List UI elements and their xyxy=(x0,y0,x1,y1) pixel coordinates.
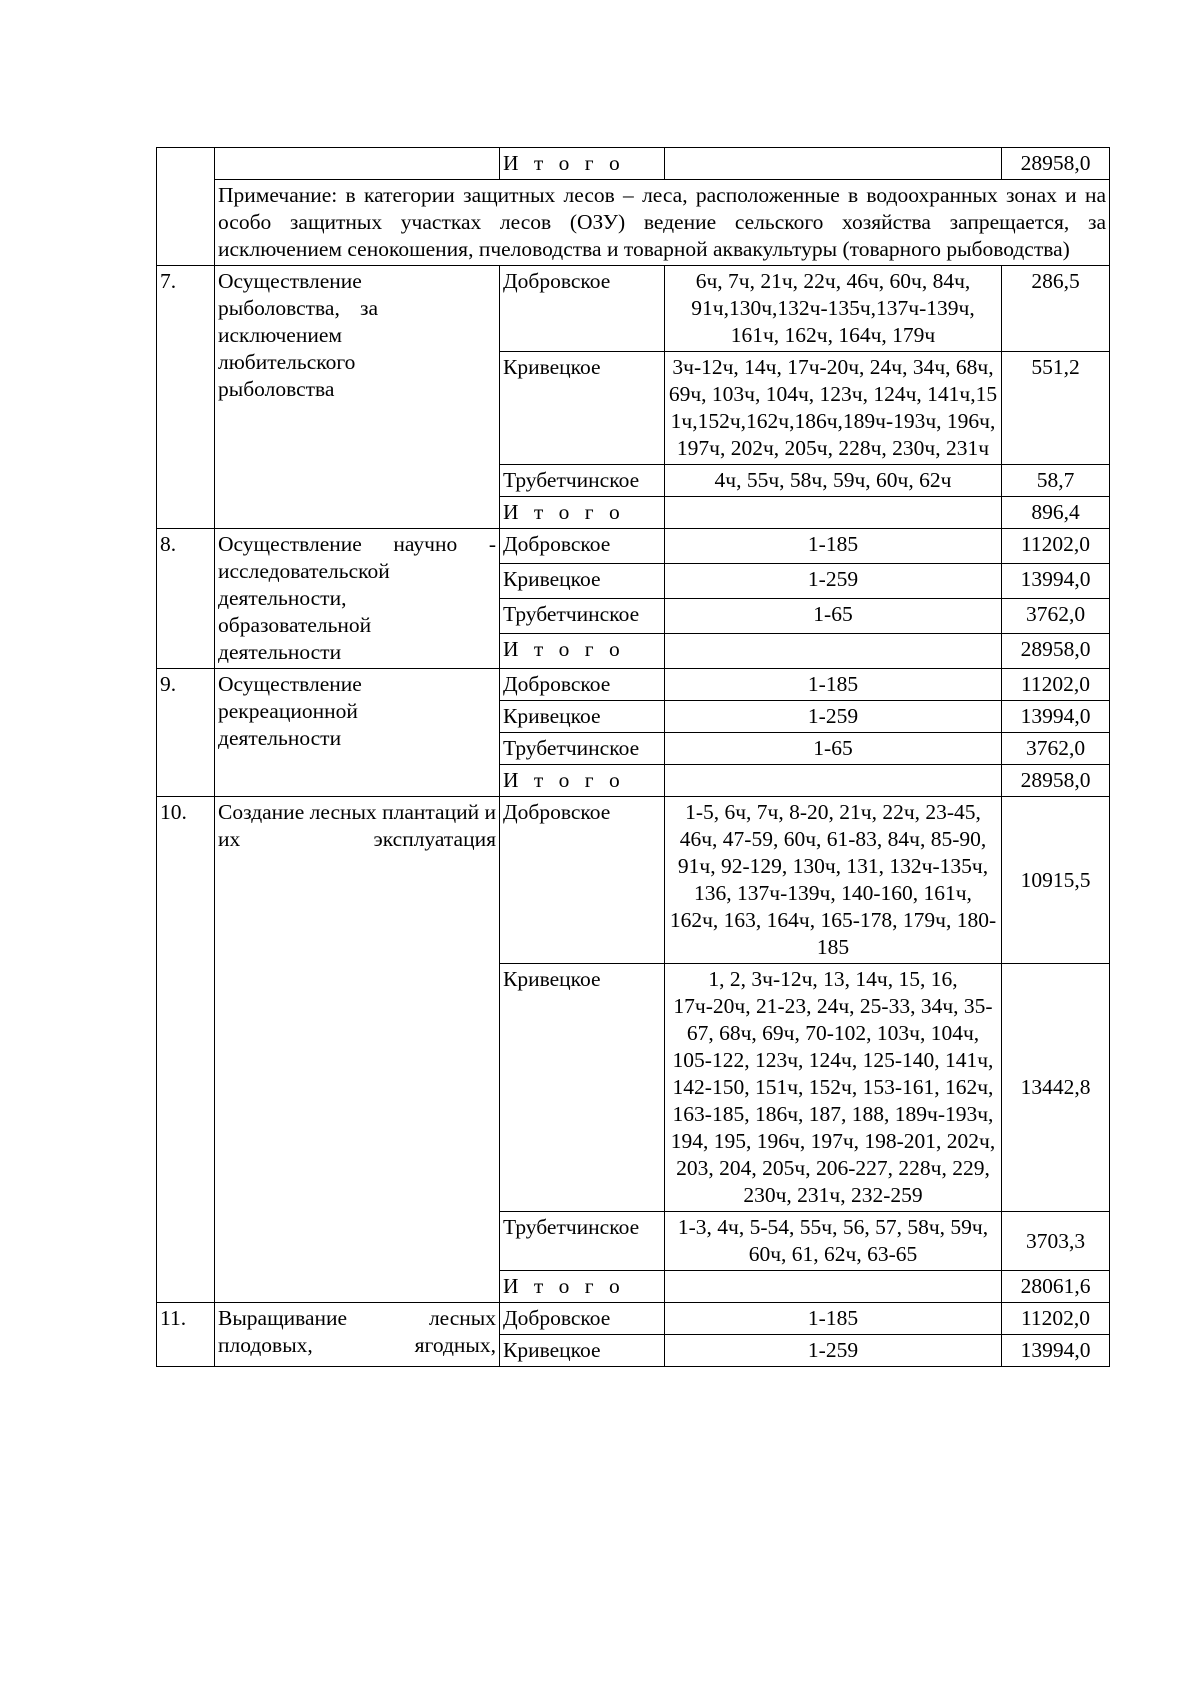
area-cell: 11202,0 xyxy=(1002,669,1110,701)
table-row xyxy=(157,148,1110,180)
forestry-name: Кривецкое xyxy=(500,352,665,465)
itogo-label: И т о г о xyxy=(500,148,665,180)
table-row xyxy=(157,266,1110,352)
forestry-name: Трубетчинское xyxy=(500,599,665,634)
quarters-cell: 1-185 xyxy=(665,1303,1002,1335)
quarters-cell: 4ч, 55ч, 58ч, 59ч, 60ч, 62ч xyxy=(665,465,1002,497)
number-cell: 9. xyxy=(157,669,215,797)
quarters-cell: 1-5, 6ч, 7ч, 8-20, 21ч, 22ч, 23-45, 46ч, 47-59, 60ч, 61-83, 84ч, 85-90, 91ч, 92-129, 130ч, 131, 132ч-135ч, 136, 137ч-139ч, 140-160, 161ч, 162ч, 163, 164ч, 165-178, 179ч, 180-185 xyxy=(665,797,1002,964)
quarters-cell: 3ч-12ч, 14ч, 17ч-20ч, 24ч, 34ч, 68ч, 69ч, 103ч, 104ч, 123ч, 124ч, 141ч,151ч,152ч,162ч,186ч,189ч-193ч, 196ч, 197ч, 202ч, 205ч, 228ч, 230ч, 231ч xyxy=(665,352,1002,465)
area-cell: 286,5 xyxy=(1002,266,1110,352)
forestry-name: Кривецкое xyxy=(500,564,665,599)
quarters-cell: 1-185 xyxy=(665,669,1002,701)
forestry-name: Кривецкое xyxy=(500,701,665,733)
activity-text: Создание лесных плантаций и их эксплуатация xyxy=(218,800,496,851)
area-cell: 13994,0 xyxy=(1002,1335,1110,1367)
forestry-name: Трубетчинское xyxy=(500,1212,665,1271)
forestry-name: Кривецкое xyxy=(500,964,665,1212)
forestry-name: Добровское xyxy=(500,669,665,701)
quarters-cell xyxy=(665,497,1002,529)
quarters-cell xyxy=(665,634,1002,669)
note-text: Примечание: в категории защитных лесов – леса, расположенные в водоохранных зонах и на особо защитных участках лесов (ОЗУ) ведение сельского хозяйства запрещается, за исключением сенокошения, пчеловодства и товарной аквакультуры (товарного рыбоводства) xyxy=(215,180,1110,266)
number-cell: 8. xyxy=(157,529,215,669)
area-cell: 10915,5 xyxy=(1002,797,1110,964)
quarters-cell: 1-65 xyxy=(665,733,1002,765)
quarters-cell xyxy=(665,765,1002,797)
area-cell: 13994,0 xyxy=(1002,564,1110,599)
activity-cell: Осуществление научно - исследовательской деятельности, образовательной деятельности xyxy=(215,529,500,669)
number-cell: 10. xyxy=(157,797,215,1303)
quarters-cell: 1-65 xyxy=(665,599,1002,634)
forestry-name: Добровское xyxy=(500,1303,665,1335)
itogo-label: И т о г о xyxy=(500,765,665,797)
area-cell: 13994,0 xyxy=(1002,701,1110,733)
activity-text: Осуществление рыболовства, за исключением любительского рыболовства xyxy=(218,269,378,401)
forestry-name: Трубетчинское xyxy=(500,465,665,497)
number-cell: 7. xyxy=(157,266,215,529)
activity-cell xyxy=(215,1303,500,1367)
area-cell: 28958,0 xyxy=(1002,148,1110,180)
forestry-name: Добровское xyxy=(500,797,665,964)
itogo-label: И т о г о xyxy=(500,634,665,669)
area-cell: 58,7 xyxy=(1002,465,1110,497)
area-cell: 3703,3 xyxy=(1002,1212,1110,1271)
quarters-cell: 1-185 xyxy=(665,529,1002,564)
area-cell: 896,4 xyxy=(1002,497,1110,529)
activity-cell xyxy=(215,266,500,529)
area-cell: 28958,0 xyxy=(1002,765,1110,797)
area-cell: 11202,0 xyxy=(1002,1303,1110,1335)
forestry-name: Трубетчинское xyxy=(500,733,665,765)
forest-use-table xyxy=(156,147,1110,1367)
table-row xyxy=(157,529,1110,564)
area-cell: 28061,6 xyxy=(1002,1271,1110,1303)
quarters-cell: 6ч, 7ч, 21ч, 22ч, 46ч, 60ч, 84ч, 91ч,130ч,132ч-135ч,137ч-139ч, 161ч, 162ч, 164ч, 179ч xyxy=(665,266,1002,352)
activity-cell xyxy=(215,148,500,180)
area-cell: 3762,0 xyxy=(1002,599,1110,634)
quarters-cell: 1, 2, 3ч-12ч, 13, 14ч, 15, 16, 17ч-20ч, 21-23, 24ч, 25-33, 34ч, 35-67, 68ч, 69ч, 70-102, 103ч, 104ч, 105-122, 123ч, 124ч, 125-140, 141ч, 142-150, 151ч, 152ч, 153-161, 162ч, 163-185, 186ч, 187, 188, 189ч-193ч, 194, 195, 196ч, 197ч, 198-201, 202ч, 203, 204, 205ч, 206-227, 228ч, 229, 230ч, 231ч, 232-259 xyxy=(665,964,1002,1212)
area-cell: 3762,0 xyxy=(1002,733,1110,765)
table-row xyxy=(157,669,1110,701)
forestry-name: Кривецкое xyxy=(500,1335,665,1367)
quarters-cell: 1-259 xyxy=(665,564,1002,599)
quarters-cell: 1-259 xyxy=(665,701,1002,733)
activity-text: Выращивание лесных плодовых, ягодных, xyxy=(218,1306,496,1357)
area-cell: 28958,0 xyxy=(1002,634,1110,669)
itogo-label: И т о г о xyxy=(500,497,665,529)
area-cell: 13442,8 xyxy=(1002,964,1110,1212)
quarters-cell: 1-3, 4ч, 5-54, 55ч, 56, 57, 58ч, 59ч, 60ч, 61, 62ч, 63-65 xyxy=(665,1212,1002,1271)
forestry-name: Добровское xyxy=(500,266,665,352)
table-row xyxy=(157,1303,1110,1335)
activity-text: Осуществление рекреационной деятельности xyxy=(218,672,362,750)
number-cell xyxy=(157,148,215,266)
quarters-cell xyxy=(665,148,1002,180)
area-cell: 551,2 xyxy=(1002,352,1110,465)
table-row xyxy=(157,797,1110,964)
itogo-label: И т о г о xyxy=(500,1271,665,1303)
quarters-cell xyxy=(665,1271,1002,1303)
area-cell: 11202,0 xyxy=(1002,529,1110,564)
table-row xyxy=(157,180,1110,266)
forestry-name: Добровское xyxy=(500,529,665,564)
activity-cell xyxy=(215,669,500,797)
quarters-cell: 1-259 xyxy=(665,1335,1002,1367)
number-cell: 11. xyxy=(157,1303,215,1367)
activity-cell xyxy=(215,797,500,1303)
